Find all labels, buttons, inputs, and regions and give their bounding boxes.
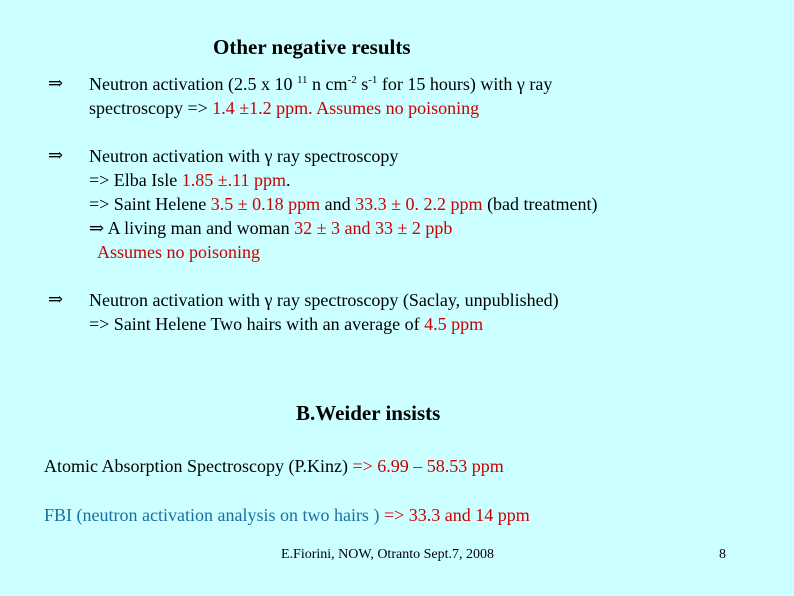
slide-title: Other negative results: [213, 35, 411, 59]
bullet-1-line-1: Neutron activation (2.5 x 10 $^{11}$ n $cm^{-2}$ $s^{-1}$ for 15 hours) with γ ray: [89, 74, 553, 94]
section-subtitle: B.Weider insists: [296, 401, 441, 425]
page-number: 8: [719, 547, 726, 562]
bullet-2-line-4: ⇒ A living man and woman 32 ± 3 and 33 ± 2 ppb: [89, 218, 453, 238]
bullet-2-line-1: Neutron activation with γ ray spectroscopy: [89, 146, 399, 166]
implies-arrow-icon: ⇒: [89, 218, 105, 238]
aas-line: Atomic Absorption Spectroscopy (P.Kinz) => 6.99 – 58.53 ppm: [44, 456, 504, 476]
fbi-line: FBI (neutron activation analysis on two hairs ) => 33.3 and 14 ppm: [44, 505, 530, 525]
implies-arrow-icon: ⇒: [48, 145, 64, 165]
implies-arrow-icon: ⇒: [48, 73, 64, 93]
bullet-3-line-1: Neutron activation with γ ray spectroscopy (Saclay, unpublished): [89, 290, 559, 310]
bullet-2-line-3: => Saint Helene 3.5 ± 0.18 ppm and 33.3 ± 0. 2.2 ppm (bad treatment): [89, 194, 598, 214]
bullet-3-line-2: => Saint Helene Two hairs with an average of 4.5 ppm: [89, 314, 484, 334]
bullet-2-line-5: Assumes no poisoning: [97, 242, 261, 262]
bullet-2-line-2: => Elba Isle 1.85 ±.11 ppm.: [89, 170, 291, 190]
bullet-1-line-2: spectroscopy => 1.4 ±1.2 ppm. Assumes no poisoning: [89, 98, 480, 118]
implies-arrow-icon: ⇒: [48, 289, 64, 309]
footer-credit: E.Fiorini, NOW, Otranto Sept.7, 2008: [281, 547, 494, 562]
